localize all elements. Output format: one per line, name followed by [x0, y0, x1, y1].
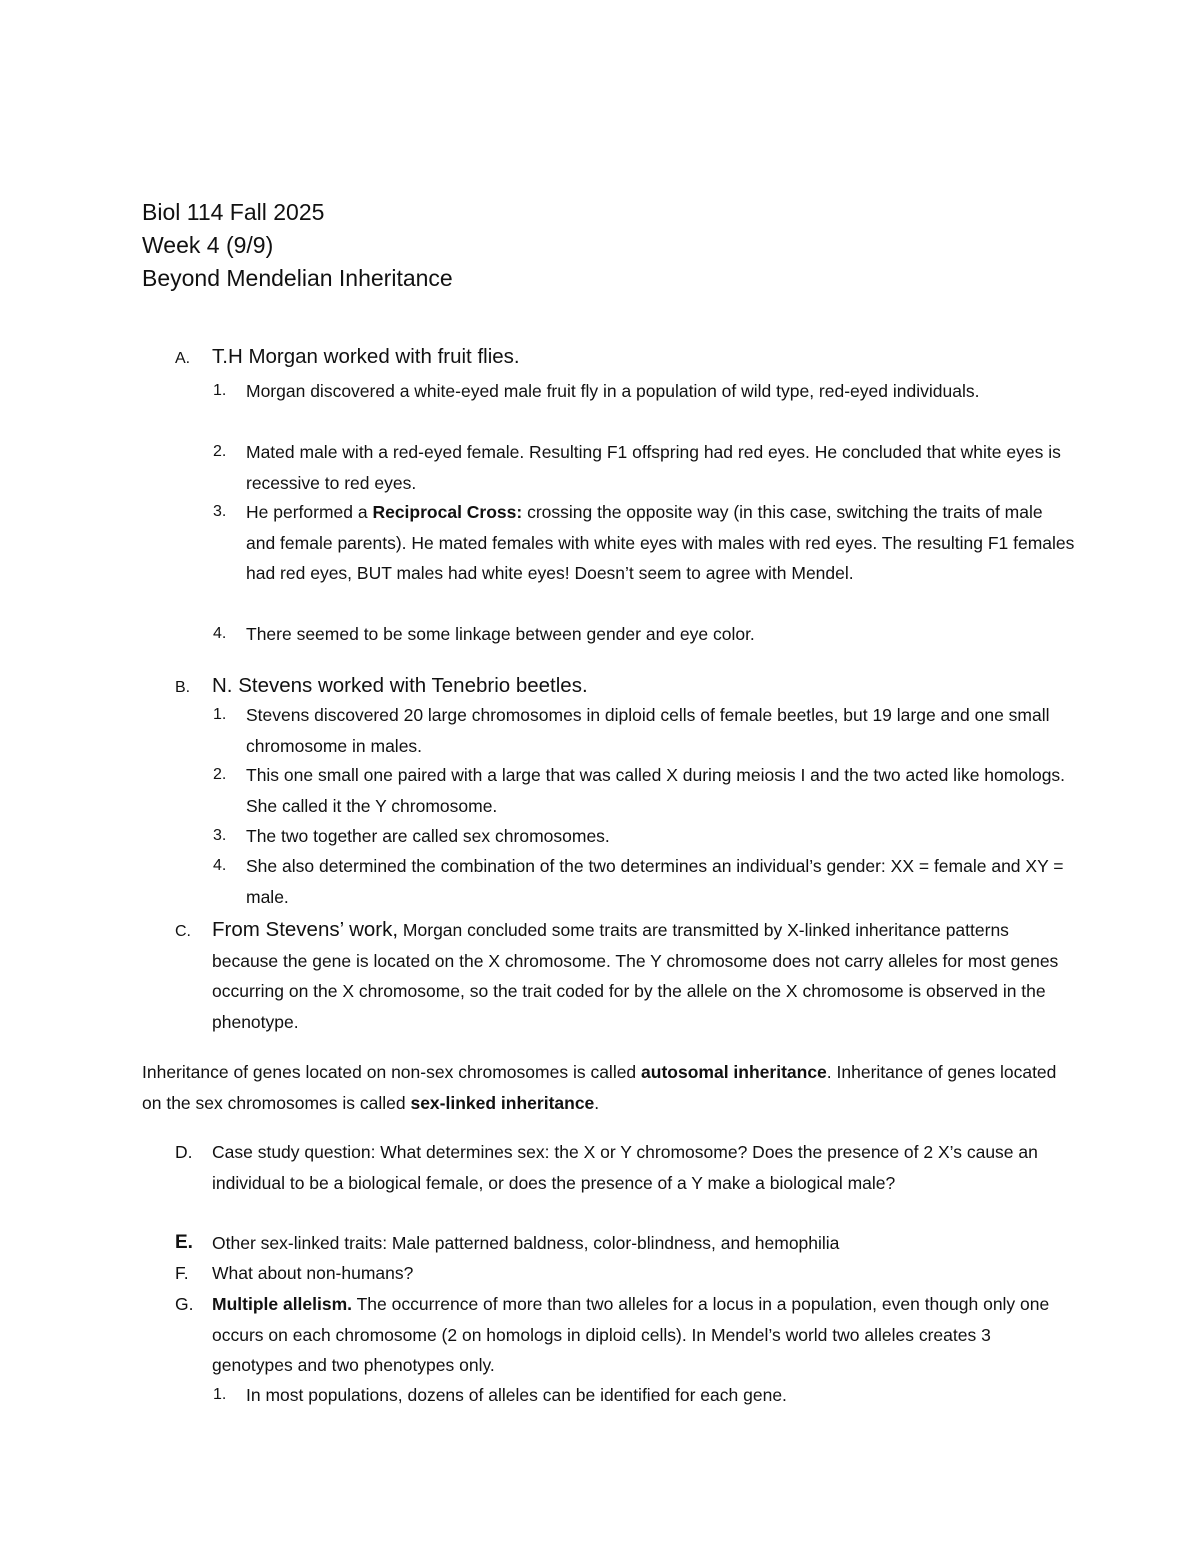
section-a-marker: A. [175, 350, 191, 367]
section-b-heading: N. Stevens worked with Tenebrio beetles. [212, 674, 588, 697]
week-title: Week 4 (9/9) [142, 232, 274, 258]
document-page: Biol 114 Fall 2025 Week 4 (9/9) Beyond Mendelian Inheritance A. T.H Morgan worked with fruit flies. 1. Morgan discovered a white-eyed male fruit fly in a population of wild type, red-eyed individuals. 2. Mated male with a red-eyed female. Resulting F1 offspring had red eyes. He concluded that white eyes is recessive to red eyes. 3. He performed a Reciprocal Cross: crossing the opposite way (in this case, switching the traits of male and female parents). He mated females with white eyes with males with red eyes. The resulting F1 females had red eyes, BUT males had white eyes! Doesn’t seem to agree with Mendel. 4. There seemed to be some linkage between gender and eye color. B. N. Stevens worked with Tenebrio beetles. 1. Stevens discovered 20 large chromosomes in diploid cells of female beetles, but 19 large and one small chromosome in males. 2. This one small one paired with a large that was called X during meiosis I and the two acted like homologs. She called it the Y chromosome. 3. The two together are called sex chromosomes. 4. She also determined the combination of the two determines an individual’s gender: XX = female and XY = male. C. From Stevens’ work, Morgan concluded some traits are transmitted by X-linked inheritance patterns because the gene is located on the X chromosome. The Y chromosome does not carry alleles for most genes occurring on the X chromosome, so the trait coded for by the allele on the X chromosome is observed in the phenotype. Inheritance of genes located on non-sex chromosomes is called autosomal inheritance. Inheritance of genes located on the sex chromosomes is called sex-linked inheritance. D. Case study question: What determines sex: the X or Y chromosome? Does the presence of 2 X’s cause an individual to be a biological female, or does the presence of a Y make a biological male? E. Other sex-linked traits: Male patterned baldness, color-blindness, and hemophilia F. What about non-humans? G. Multiple allelism. The occurrence of more than two alleles for a locus in a population, even though only one occurs on each chromosome (2 on homologs in diploid cells). In Mendel’s world two alleles creates 3 genotypes and two phenotypes only. 1. In most populations, dozens of alleles can be identified for each gene. [0, 0, 1200, 1553]
inheritance-paragraph: Inheritance of genes located on non-sex chromosomes is called autosomal inheritance. Inheritance of genes located on the sex chromosomes is called sex-linked inheritance. [142, 1062, 1057, 1113]
section-c-marker: C. [175, 923, 191, 940]
autosomal-term: autosomal inheritance [641, 1062, 827, 1082]
section-b-marker: B. [175, 679, 191, 696]
course-title: Biol 114 Fall 2025 [142, 199, 325, 225]
section-a-heading: T.H Morgan worked with fruit flies. [212, 345, 520, 368]
lecture-title: Beyond Mendelian Inheritance [142, 265, 453, 291]
multiple-allelism-term: Multiple allelism. [212, 1294, 353, 1314]
reciprocal-cross-term: Reciprocal Cross: [372, 502, 523, 522]
sex-linked-term: sex-linked inheritance [410, 1092, 595, 1113]
section-c-lead: From Stevens’ work, [212, 918, 399, 941]
